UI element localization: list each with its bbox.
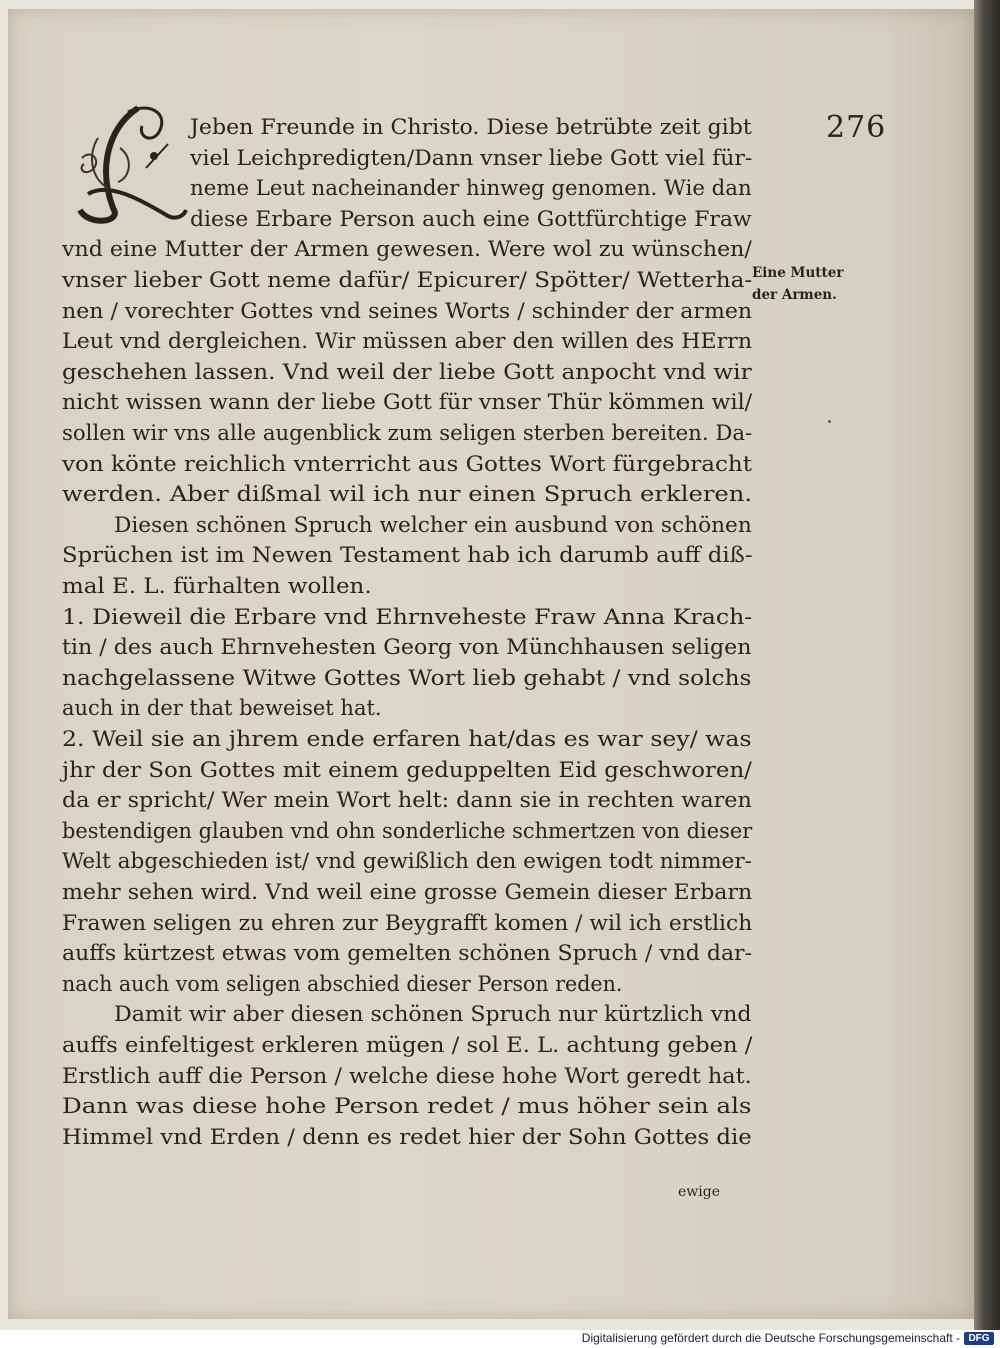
text-line: jhr der Son Gottes mit einem geduppelten Eid geschworen/ — [62, 757, 752, 782]
digitization-credit: Digitalisierung gefördert durch die Deutsche Forschungsgemeinschaft - — [581, 1331, 960, 1345]
text-line: sollen wir vns alle augenblick zum seligen sterben bereiten. Da- — [62, 421, 753, 445]
marginal-note — [752, 262, 877, 306]
text-line: von könte reichlich vnterricht aus Gottes Wort fürgebracht — [62, 451, 753, 476]
text-line: Welt abgeschieden ist/ vnd gewißlich den ewigen todt nimmer- — [62, 849, 752, 874]
text-line: Damit wir aber diesen schönen Spruch nur kürtzlich vnd — [114, 1002, 752, 1027]
text-line: diese Erbare Person auch eine Gottfürchtige Fraw — [190, 206, 752, 231]
text-line: da er spricht/ Wer mein Wort helt: dann sie in rechten waren — [62, 788, 752, 813]
text-line: vnser lieber Gott neme dafür/ Epicurer/ Spötter/ Wetterha- — [62, 268, 753, 292]
text-line: mal E. L. fürhalten wollen. — [62, 574, 372, 598]
text-line: auch in der that beweiset hat. — [62, 696, 382, 721]
catchword: ewige — [678, 1184, 720, 1200]
text-line: nachgelassene Witwe Gottes Wort lieb gehabt / vnd solchs — [62, 665, 752, 690]
paper-speck — [828, 420, 831, 423]
text-line: vnd eine Mutter der Armen gewesen. Were wol zu wünschen/ — [62, 237, 752, 262]
marginal-note-line: der Armen. — [752, 287, 837, 303]
text-line: mehr sehen wird. Vnd weil eine grosse Gemein dieser Erbarn — [62, 880, 753, 904]
text-line: bestendigen glauben vnd ohn sonderliche schmertzen von dieser — [62, 818, 753, 843]
text-line: nach auch vom seligen abschied dieser Person reden. — [62, 971, 623, 996]
text-line: Dann was diese hohe Person redet / mus höher sein als — [62, 1094, 752, 1119]
text-line: Frawen seligen zu ehren zur Beygrafft komen / wil ich erstlich — [62, 910, 753, 935]
text-line: 1. Dieweil die Erbare vnd Ehrnveheste Fraw Anna Krach- — [62, 604, 753, 629]
marginal-note-line: Eine Mutter — [752, 265, 844, 281]
text-line: geschehen lassen. Vnd weil der liebe Gott anpocht vnd wir — [62, 359, 752, 384]
text-line: Sprüchen ist im Newen Testament hab ich darumb auff diß- — [62, 543, 753, 568]
text-line: tin / des auch Ehrnvehesten Georg von Münchhausen seligen — [62, 635, 752, 660]
text-line: Erstlich auff die Person / welche diese hohe Wort geredt hat. — [62, 1063, 752, 1088]
text-line: auffs kürtzest etwas vom gemelten schönen Spruch / vnd dar- — [62, 941, 752, 966]
text-line: neme Leut nacheinander hinweg genomen. Wie dan — [190, 176, 752, 201]
text-line: Himmel vnd Erden / denn es redet hier der Sohn Gottes die — [62, 1124, 752, 1149]
book-gutter — [974, 0, 1000, 1330]
text-line: nen / vorechter Gottes vnd seines Worts / schinder der armen — [62, 298, 753, 323]
text-line: Diesen schönen Spruch welcher ein ausbund von schönen — [114, 512, 752, 537]
text-line: auffs einfeltigest erkleren mügen / sol E. L. achtung geben / — [62, 1033, 753, 1057]
text-line: 2. Weil sie an jhrem ende erfaren hat/das es war sey/ was — [62, 727, 752, 751]
dfg-logo: DFG — [964, 1332, 994, 1345]
page-number: 276 — [826, 110, 887, 145]
footer-bar — [0, 1330, 1000, 1348]
decorated-initial-l-icon — [68, 98, 188, 228]
text-line: nicht wissen wann der liebe Gott für vnser Thür kömmen wil/ — [62, 390, 753, 415]
text-line: Jeben Freunde in Christo. Diese betrübte zeit gibt — [190, 115, 752, 139]
text-line: viel Leichpredigten/Dann vnser liebe Gott viel für- — [190, 145, 753, 170]
text-line: Leut vnd dergleichen. Wir müssen aber den willen des HErrn — [62, 329, 753, 354]
text-line: werden. Aber dißmal wil ich nur einen Spruch erkleren. — [62, 482, 753, 507]
